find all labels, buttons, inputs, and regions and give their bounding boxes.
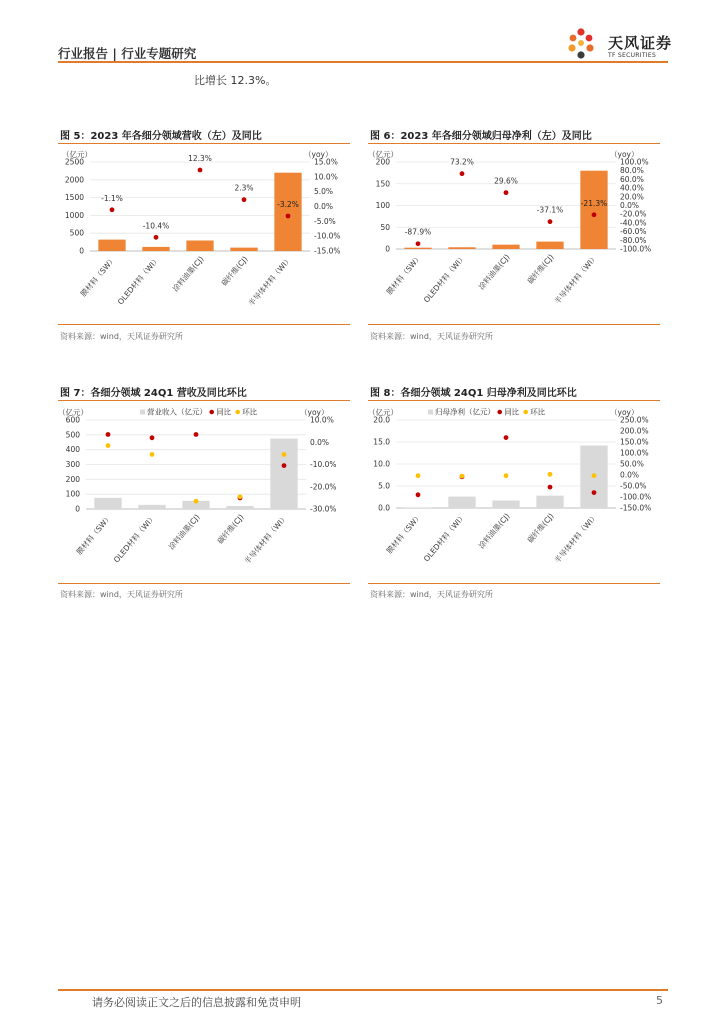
data-point <box>548 485 553 490</box>
right-tick-label: 200.0% <box>620 426 649 436</box>
logo-wordmark: 天风证券 <box>608 34 673 52</box>
figure-5-chart <box>58 145 350 323</box>
category-label: 半导体材料（WI） <box>552 252 600 306</box>
left-axis-unit: （亿元） <box>58 408 88 417</box>
right-tick-label: -20.0% <box>310 482 337 492</box>
data-point <box>592 212 597 217</box>
bar <box>226 506 253 509</box>
figure-6-source: 资料来源：wind，天风证券研究所 <box>370 332 493 341</box>
figure-7-chart <box>58 402 350 582</box>
right-tick-label: 10.0% <box>310 415 334 425</box>
data-point <box>548 219 553 224</box>
data-point <box>150 452 155 457</box>
bar <box>448 247 475 249</box>
left-tick-label: 5.0 <box>378 481 390 491</box>
right-axis-unit: （yoy） <box>300 408 329 417</box>
left-tick-label: 10.0 <box>373 459 390 469</box>
right-tick-label: 250.0% <box>620 415 649 425</box>
category-label: 膜材料（SW） <box>384 511 424 556</box>
figure-7-source: 资料来源：wind，天风证券研究所 <box>60 590 183 599</box>
left-tick-label: 200 <box>375 157 390 167</box>
data-label: -1.1% <box>101 193 123 203</box>
left-tick-label: 100 <box>375 201 390 210</box>
bar <box>138 505 165 509</box>
data-label: 29.6% <box>494 176 518 186</box>
legend-swatch-dot <box>523 410 528 415</box>
legend-swatch-bar <box>428 410 433 415</box>
legend-label: 归母净利（亿元） <box>435 407 495 417</box>
bar <box>536 496 563 508</box>
legend-swatch-dot <box>209 410 214 415</box>
bar <box>536 242 563 249</box>
data-point <box>592 490 597 495</box>
data-label: -87.9% <box>404 227 432 237</box>
figure-7-top-rule <box>58 400 350 401</box>
data-label: -3.2% <box>277 199 299 209</box>
data-point <box>106 432 111 437</box>
data-point <box>504 435 509 440</box>
figure-6-bottom-rule <box>368 324 660 325</box>
right-tick-label: -100.0% <box>620 492 652 502</box>
left-tick-label: 0 <box>79 246 84 256</box>
right-tick-label: 15.0% <box>314 157 338 167</box>
right-tick-label: -20.0% <box>620 209 647 219</box>
right-tick-label: 20.0% <box>620 192 644 202</box>
data-point <box>416 241 421 246</box>
figure-6-top-rule <box>368 143 660 144</box>
bar <box>580 171 607 249</box>
category-label: 碳纤维(CJ) <box>525 511 556 545</box>
bar <box>98 240 125 251</box>
category-label: OLED材料（WI） <box>421 511 468 564</box>
right-tick-label: 80.0% <box>620 166 644 176</box>
data-point <box>548 472 553 477</box>
data-label: 73.2% <box>450 157 474 167</box>
left-tick-label: 500 <box>69 228 84 238</box>
left-tick-label: 2500 <box>64 157 84 167</box>
category-label: 涂料油墨(CJ) <box>170 254 206 294</box>
figure-5-top-rule <box>58 143 350 144</box>
data-point <box>238 494 243 499</box>
left-tick-label: 1000 <box>64 210 84 220</box>
left-axis-unit: （亿元） <box>368 408 398 417</box>
right-tick-label: 100.0% <box>620 157 649 167</box>
data-point <box>592 473 597 478</box>
bar <box>274 173 301 251</box>
footer-divider <box>58 989 668 991</box>
right-axis-unit: （yoy） <box>610 408 639 417</box>
right-axis-unit: （yoy） <box>304 150 333 159</box>
legend-swatch-dot <box>497 410 502 415</box>
data-point <box>110 207 115 212</box>
bar <box>404 248 431 249</box>
left-axis-unit: （亿元） <box>368 150 398 159</box>
data-point <box>282 463 287 468</box>
left-tick-label: 300 <box>65 460 80 469</box>
bar <box>270 439 297 509</box>
category-label: 半导体材料（WI） <box>552 511 600 565</box>
category-label: 涂料油墨(CJ) <box>476 511 512 551</box>
data-point <box>154 235 159 240</box>
category-label: 半导体材料（WI） <box>242 512 290 566</box>
legend-label: 营业收入（亿元） <box>147 407 207 417</box>
data-point <box>416 492 421 497</box>
data-point <box>416 473 421 478</box>
left-tick-label: 1500 <box>64 193 84 203</box>
data-point <box>286 214 291 219</box>
data-point <box>504 473 509 478</box>
legend-label: 环比 <box>242 407 258 417</box>
category-label: 碳纤维(CJ) <box>525 252 556 286</box>
figure-6-chart <box>368 145 660 323</box>
right-tick-label: -15.0% <box>314 246 341 256</box>
legend-label: 同比 <box>216 407 232 417</box>
right-tick-label: 0.0% <box>310 437 330 447</box>
category-label: 膜材料（SW） <box>384 252 424 297</box>
right-tick-label: 40.0% <box>620 183 644 193</box>
right-tick-label: 10.0% <box>314 172 338 182</box>
right-axis-unit: （yoy） <box>610 150 639 159</box>
bar <box>94 498 121 509</box>
category-label: 半导体材料（WI） <box>246 254 294 308</box>
left-tick-label: 200 <box>65 474 80 484</box>
figure-7-title: 图 7：各细分领域 24Q1 营收及同比环比 <box>60 388 247 399</box>
left-tick-label: 0 <box>75 504 80 514</box>
data-label: -37.1% <box>536 205 564 215</box>
left-tick-label: 20.0 <box>373 415 390 425</box>
legend-label: 同比 <box>504 407 520 417</box>
figure-8-title: 图 8：各细分领域 24Q1 归母净利及同比环比 <box>370 388 577 399</box>
right-tick-label: -60.0% <box>620 227 647 237</box>
left-axis-unit: （亿元） <box>62 150 92 159</box>
legend-label: 环比 <box>530 407 546 417</box>
bar <box>448 497 475 508</box>
data-point <box>460 171 465 176</box>
category-label: 膜材料（SW） <box>74 512 114 557</box>
right-tick-label: 100.0% <box>620 448 649 458</box>
data-point <box>194 499 199 504</box>
figure-8-source: 资料来源：wind，天风证券研究所 <box>370 590 493 599</box>
bar <box>404 508 431 509</box>
right-tick-label: 60.0% <box>620 174 644 184</box>
left-tick-label: 100 <box>65 489 80 499</box>
right-tick-label: -100.0% <box>620 244 652 254</box>
data-point <box>504 190 509 195</box>
figure-8-top-rule <box>368 400 660 401</box>
data-label: -21.3% <box>580 198 608 208</box>
left-tick-label: 50 <box>380 222 390 232</box>
right-tick-label: -5.0% <box>314 216 336 226</box>
left-tick-label: 600 <box>65 415 80 425</box>
data-point <box>150 435 155 440</box>
category-label: 涂料油墨(CJ) <box>166 512 202 552</box>
right-tick-label: 0.0% <box>314 202 334 211</box>
left-tick-label: 0.0 <box>378 503 390 513</box>
category-label: OLED材料（WI） <box>115 254 162 307</box>
intro-paragraph: 比增长 12.3%。 <box>194 74 277 87</box>
left-tick-label: 500 <box>65 430 80 440</box>
bar <box>186 240 213 251</box>
report-header-title: 行业报告 | 行业专题研究 <box>58 46 197 61</box>
right-tick-label: 150.0% <box>620 437 649 447</box>
left-tick-label: 2000 <box>64 175 84 185</box>
data-label: -10.4% <box>142 221 170 231</box>
right-tick-label: -150.0% <box>620 503 652 513</box>
bar <box>492 501 519 508</box>
logo-wordmark-en: TF SECURITIES <box>608 52 657 59</box>
data-point <box>198 168 203 173</box>
category-label: OLED材料（WI） <box>111 512 158 565</box>
right-tick-label: 0.0% <box>620 201 640 210</box>
left-tick-label: 400 <box>65 445 80 455</box>
footer-disclaimer: 请务必阅读正文之后的信息披露和免责申明 <box>92 996 301 1009</box>
category-label: 涂料油墨(CJ) <box>476 252 512 292</box>
figure-5-title: 图 5：2023 年各细分领域营收（左）及同比 <box>60 131 262 142</box>
right-tick-label: -10.0% <box>314 231 341 241</box>
figure-7-bottom-rule <box>58 583 350 584</box>
right-tick-label: 5.0% <box>314 187 334 197</box>
right-tick-label: -80.0% <box>620 235 647 245</box>
data-label: 2.3% <box>234 183 254 193</box>
category-label: 碳纤维(CJ) <box>219 254 250 288</box>
right-tick-label: -10.0% <box>310 460 337 469</box>
category-label: OLED材料（WI） <box>421 252 468 305</box>
data-point <box>282 452 287 457</box>
legend-swatch-dot <box>235 410 240 415</box>
right-tick-label: 50.0% <box>620 459 644 469</box>
bar <box>230 248 257 251</box>
right-tick-label: -40.0% <box>620 218 647 228</box>
data-label: 12.3% <box>188 154 212 164</box>
figure-8-bottom-rule <box>368 583 660 584</box>
left-tick-label: 150 <box>375 179 390 189</box>
legend-swatch-bar <box>140 410 145 415</box>
right-tick-label: -30.0% <box>310 504 337 514</box>
bar <box>492 245 519 249</box>
data-point <box>460 474 465 479</box>
right-tick-label: 0.0% <box>620 470 640 480</box>
data-point <box>106 443 111 448</box>
category-label: 碳纤维(CJ) <box>215 512 246 546</box>
page-number: 5 <box>656 994 663 1007</box>
data-point <box>194 432 199 437</box>
bar <box>142 247 169 251</box>
figure-5-bottom-rule <box>58 324 350 325</box>
category-label: 膜材料（SW） <box>78 254 118 299</box>
left-tick-label: 15.0 <box>373 437 390 447</box>
figure-5-source: 资料来源：wind，天风证券研究所 <box>60 332 183 341</box>
right-tick-label: -50.0% <box>620 481 647 491</box>
figure-6-title: 图 6：2023 年各细分领域归母净利（左）及同比 <box>370 131 592 142</box>
left-tick-label: 0 <box>385 244 390 254</box>
data-point <box>242 197 247 202</box>
figure-8-chart <box>368 402 660 582</box>
